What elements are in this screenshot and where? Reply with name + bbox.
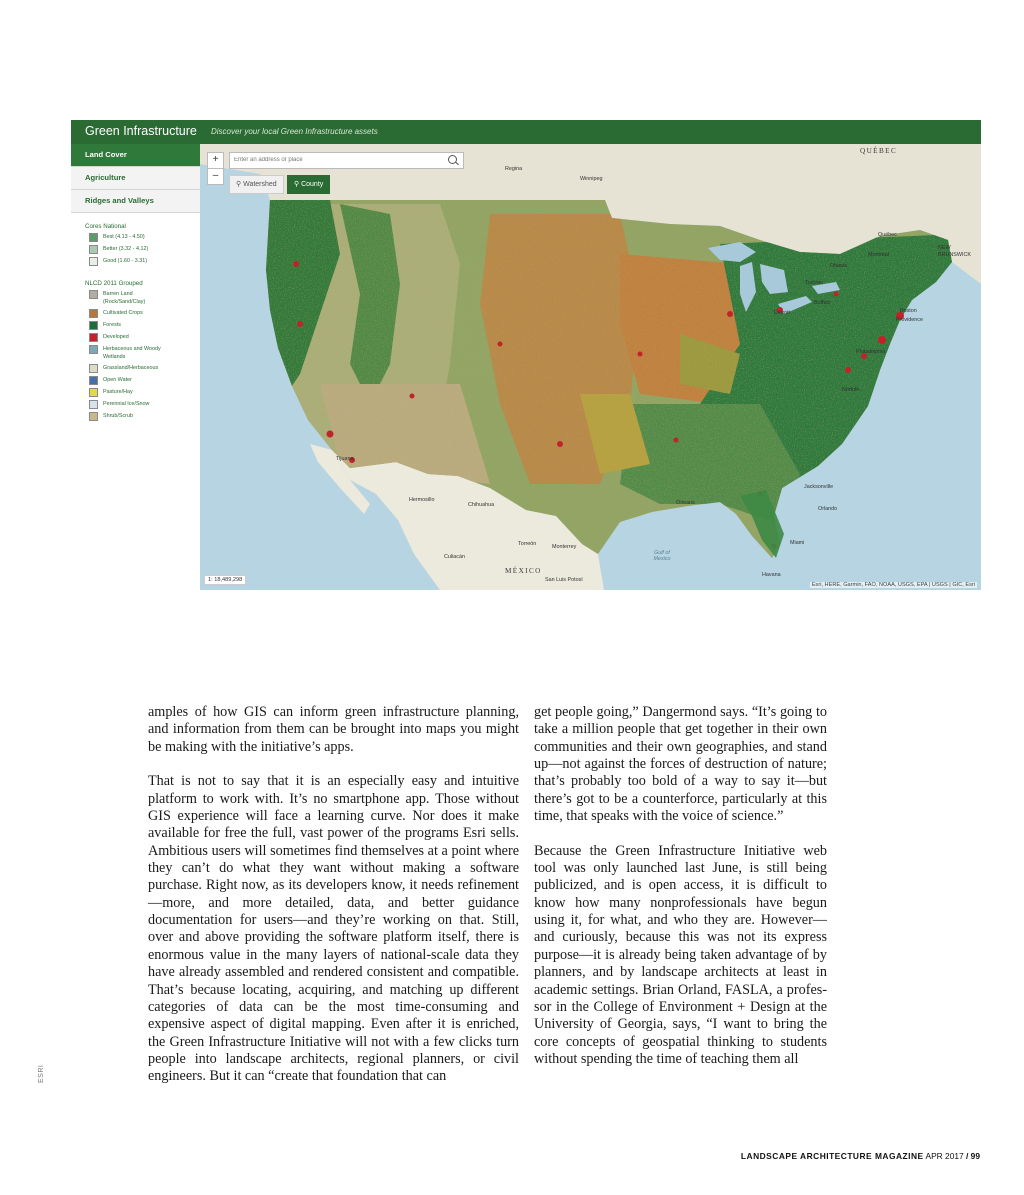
legend-swatch <box>89 233 98 242</box>
map-label: NEW BRUNSWICK <box>938 245 971 258</box>
legend-nlcd-title: NLCD 2011 Grouped <box>85 280 143 287</box>
legend-swatch <box>89 376 98 385</box>
map-attribution: Esri, HERE, Garmin, FAO, NOAA, USGS, EPA | USGS | GIC, Esri <box>811 582 975 588</box>
map-canvas <box>200 144 981 590</box>
legend-label: Barren Land (Rock/Sand/Clay) <box>103 291 146 305</box>
legend-label: Developed <box>103 334 129 340</box>
map-label: Tijuana <box>336 456 354 462</box>
legend-item <box>89 245 200 254</box>
legend-item <box>89 400 200 409</box>
tab-ridges-and-valleys[interactable]: Ridges and Valleys <box>71 190 200 213</box>
issue-date: APR 2017 <box>925 1151 964 1161</box>
legend-swatch <box>89 309 98 318</box>
map-label: Boston <box>900 308 917 314</box>
legend-swatch <box>89 321 98 330</box>
map-label: Ottawa <box>830 263 848 269</box>
legend-label: Open Water <box>103 377 132 383</box>
map-label: Philadelphia <box>856 349 886 355</box>
page-footer <box>741 1151 980 1161</box>
legend-item <box>89 257 200 266</box>
map-label: Orlando <box>818 506 838 512</box>
legend-label: Herbaceous and Woody Wetlands <box>103 346 161 360</box>
article-paragraph: amples of how GIS can inform green infrastructure planning, and information from them can be brought into maps you might be making with the initiative’s apps. <box>148 704 519 755</box>
search-input[interactable] <box>230 153 439 166</box>
article-paragraph: get people going,” Dangermond says. “It’s going to take a million people that get together in their own communities and their own geographies, and stand up—not against the forces of destruction of nature; that’s probably too bold of a way to say it—but there’s got to be a counterforce, particularly at this time, that speaks with the voice of science.” <box>534 704 827 825</box>
map-view[interactable] <box>200 144 981 590</box>
legend-label: Shrub/Scrub <box>103 413 133 419</box>
legend-item <box>89 376 200 385</box>
map-scale: 1: 18,489,298 <box>204 575 246 585</box>
footer-separator: / <box>966 1151 969 1161</box>
app-title: Green Infrastructure <box>85 124 197 138</box>
map-label: Culiacán <box>444 554 465 560</box>
legend-nlcd <box>71 290 200 421</box>
zoom-in-button[interactable]: + <box>207 152 224 169</box>
legend-item <box>89 364 200 373</box>
map-label: Torreón <box>518 541 537 547</box>
legend-swatch <box>89 388 98 397</box>
legend-item <box>89 233 200 242</box>
legend-swatch <box>89 257 98 266</box>
map-label: San Luis Potosí <box>545 577 583 583</box>
map-label: Winnipeg <box>580 176 603 182</box>
green-infrastructure-screenshot <box>71 120 981 590</box>
legend-item <box>89 321 200 330</box>
legend-label: Pasture/Hay <box>103 389 133 395</box>
watershed-label: Watershed <box>243 181 277 188</box>
search-icon: ⚲ <box>236 181 242 188</box>
map-label: MÉXICO <box>505 567 542 575</box>
map-label: Québec <box>878 232 897 238</box>
magazine-name: LANDSCAPE ARCHITECTURE MAGAZINE <box>740 1151 924 1161</box>
legend-cores-title: Cores National <box>85 223 126 230</box>
legend-item <box>89 290 200 306</box>
map-label: Providence <box>896 317 923 323</box>
app-tagline: Discover your local Green Infrastructure assets <box>211 127 378 136</box>
legend-label: Forests <box>103 322 121 328</box>
map-label: Hermosillo <box>409 497 435 503</box>
map-label: Monterrey <box>552 544 577 550</box>
article-paragraph: That is not to say that it is an especially easy and intuitive platform to work with. It’s no smartphone app. Those without GIS experience will face a learning curve. Nor does it make available for free the full, vast power of the programs Esri sells. Ambitious users will sometimes find themselves at a point where they can’t do what they want without making a software purchase. Right now, as its developers know, it needs refinement—more, and more detailed, data, and better guidance documentation for users—and they’re working on that. Still, over and above providing the software platform itself, there is enormous value in the many layers of national-scale data they have already assembled and rendered consistent and compatible. That’s because locating, acquiring, and matching up different categories of data can be the most time-consuming and expensive aspect of digital mapping. Even after it is enriched, the Green Infrastructure Initiative will not with a few clicks turn people into landscape architects, regional planners, or civil engineers. But it can “create that foundation that can <box>148 773 519 1085</box>
legend-label: Cultivated Crops <box>103 310 143 316</box>
search-icon: ⚲ <box>294 181 300 188</box>
map-label: Montréal <box>868 252 889 258</box>
article-column-left <box>148 704 519 1103</box>
legend-cores <box>71 233 200 266</box>
legend-swatch <box>89 333 98 342</box>
page-number: 99 <box>970 1151 980 1161</box>
article-column-right <box>534 704 827 1086</box>
legend-swatch <box>89 245 98 254</box>
county-button[interactable] <box>287 175 330 194</box>
map-label: Jacksonville <box>804 484 834 490</box>
legend-label: Good (1.60 - 3.31) <box>103 258 148 264</box>
map-label: Norfolk <box>842 387 860 393</box>
map-label: Chihuahua <box>468 502 495 508</box>
map-label: QUÉBEC <box>860 147 898 155</box>
legend-label: Grassland/Herbaceous <box>103 365 159 371</box>
map-label: Toronto <box>805 280 823 286</box>
map-label: Miami <box>790 540 805 546</box>
legend-item <box>89 345 200 361</box>
map-label: Detroit <box>774 310 790 316</box>
zoom-out-button[interactable]: – <box>207 168 224 185</box>
map-label: Buffalo <box>814 300 831 306</box>
legend-swatch <box>89 412 98 421</box>
legend-item <box>89 309 200 318</box>
legend-label: Best (4.13 - 4.50) <box>103 234 145 240</box>
tab-land-cover[interactable]: Land Cover <box>71 144 200 167</box>
map-label: Regina <box>505 166 523 172</box>
sidebar <box>71 144 201 590</box>
search-icon[interactable] <box>448 155 457 164</box>
map-label: Orleans <box>676 500 695 506</box>
legend-label: Better (3.32 - 4.12) <box>103 246 149 252</box>
tab-agriculture[interactable]: Agriculture <box>71 167 200 190</box>
legend-item <box>89 333 200 342</box>
watershed-button[interactable] <box>229 175 284 194</box>
county-label: County <box>301 181 324 188</box>
map-label: Gulf of Mexico <box>653 550 671 562</box>
article-paragraph: Because the Green Infrastructure Initiative web tool was only launched last June, is still being publicized, and is open access, it is difficult to know how many nonprofessionals have begun using it, for what, and who they are. However— and curiously, because this was not its express purpose—it is already being taken advantage of by planners, and by landscape architects at least in academic settings. Brian Orland, FASLA, a professor in the College of Environment + Design at the University of Georgia, says, “I want to bring the core concepts of geospatial thinking to students without spending the time of teaching them all <box>534 842 827 1067</box>
legend-swatch <box>89 290 98 299</box>
legend-swatch <box>89 345 98 354</box>
legend-item <box>89 388 200 397</box>
legend-item <box>89 412 200 421</box>
legend-swatch <box>89 400 98 409</box>
photo-credit: ESRI <box>38 1064 45 1083</box>
search-box <box>229 152 464 169</box>
legend-swatch <box>89 364 98 373</box>
map-label: Havana <box>762 572 781 578</box>
app-header <box>71 120 981 144</box>
legend-label: Perennial Ice/Snow <box>103 401 150 407</box>
